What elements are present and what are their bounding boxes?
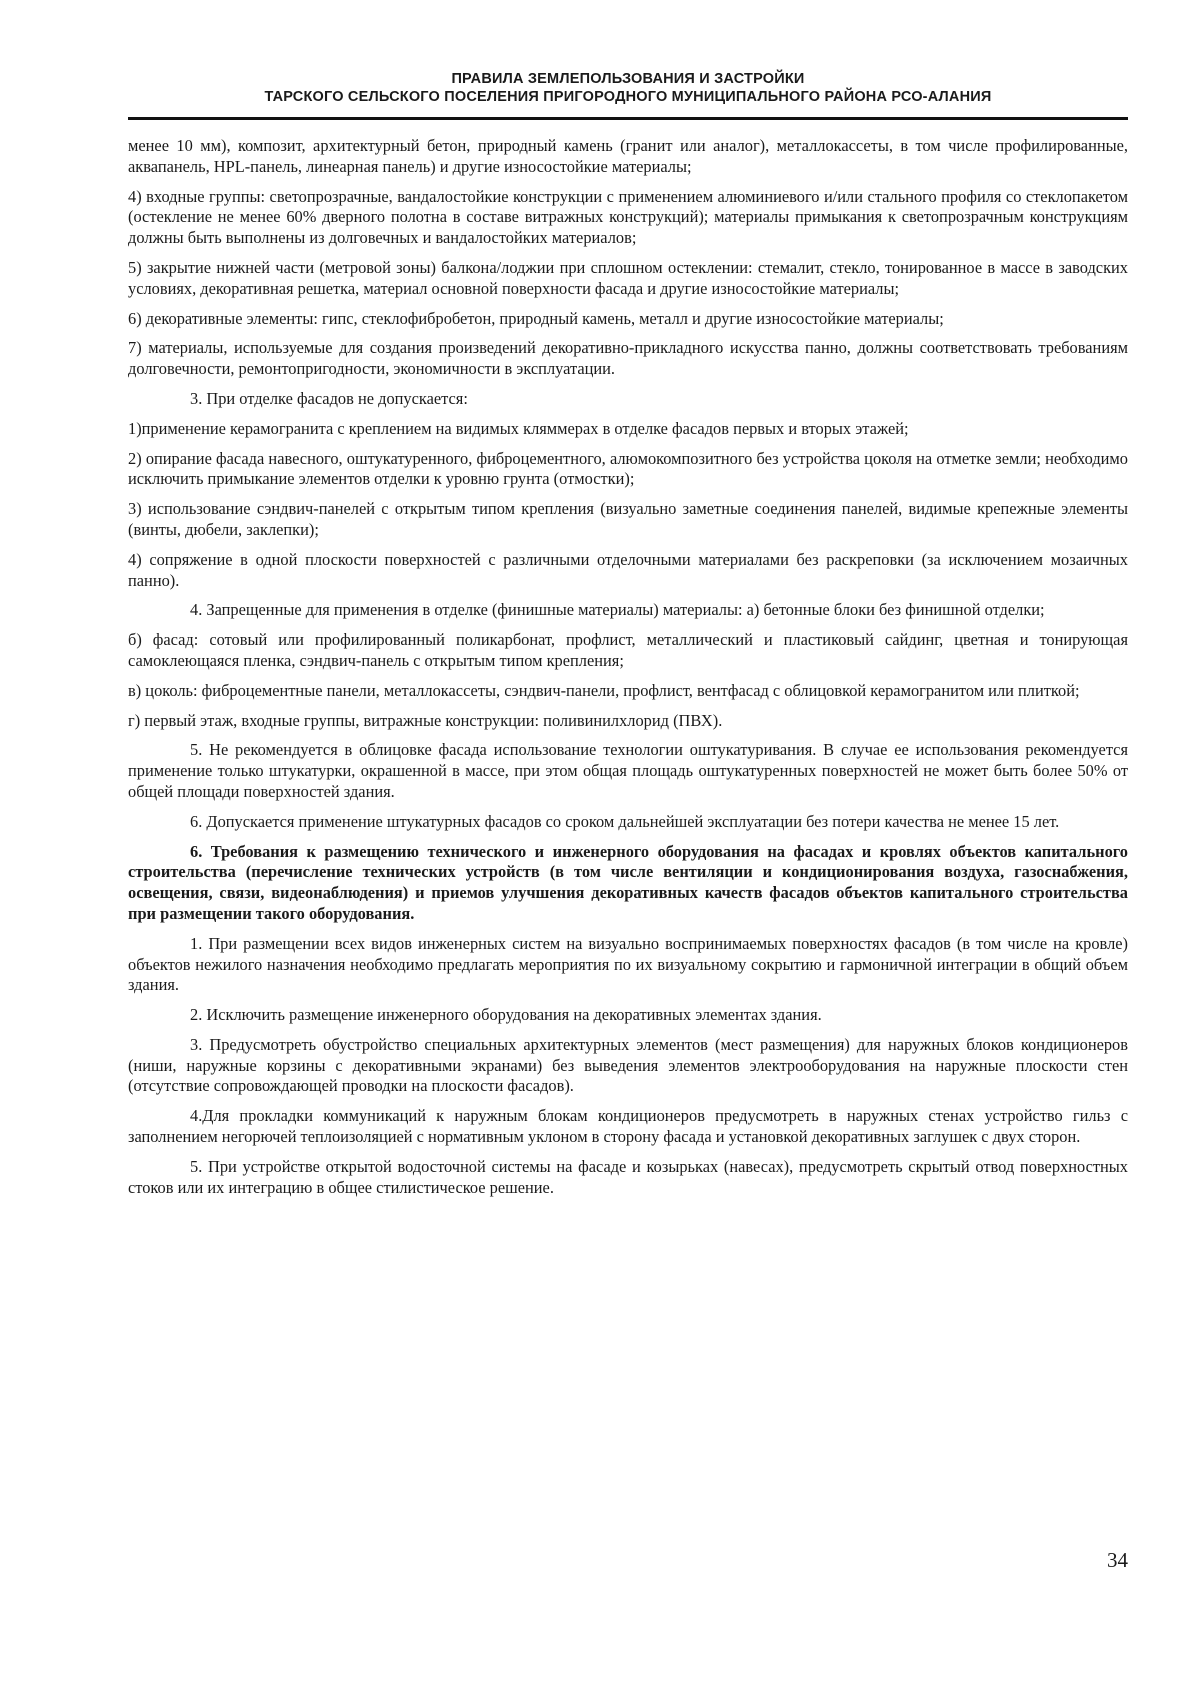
body-text bbox=[128, 136, 1128, 1207]
header-line-2: ТАРСКОГО СЕЛЬСКОГО ПОСЕЛЕНИЯ ПРИГОРОДНОГО МУНИЦИПАЛЬНОГО РАЙОНА РСО-АЛАНИЯ bbox=[264, 89, 992, 105]
header-rule bbox=[128, 117, 1128, 120]
paragraph: 1. При размещении всех видов инженерных систем на визуально воспринимаемых поверхностях фасадов (в том числе на кровле) объектов нежилого назначения необходимо предлагать мероприятия по их визуальному сокрытию и гармоничной интеграции в общий объем здания. bbox=[128, 933, 1128, 995]
paragraph: г) первый этаж, входные группы, витражные конструкции: поливинилхлорид (ПВХ). bbox=[128, 710, 723, 730]
paragraph: 4. Запрещенные для применения в отделке (финишные материалы) материалы: а) бетонные блоки без финишной отделки; bbox=[190, 600, 1045, 620]
header-line-1: ПРАВИЛА ЗЕМЛЕПОЛЬЗОВАНИЯ И ЗАСТРОЙКИ bbox=[451, 71, 805, 87]
paragraph: 4) входные группы: светопрозрачные, вандалостойкие конструкции с применением алюминиевого и/или стального профиля со стеклопакетом (остекление не менее 60% дверного полотна в составе витражных конструкций); материалы примыкания к светопрозрачным конструкциям должны быть выполнены из долговечных и вандалостойких материалов; bbox=[128, 186, 1128, 248]
paragraph: 5) закрытие нижней части (метровой зоны) балкона/лоджии при сплошном остеклении: стемалит, стекло, тонированное в массе в заводских условиях, декоративная решетка, материал основной поверхности фасада и другие износостойкие материалы; bbox=[128, 257, 1128, 298]
paragraph: 6) декоративные элементы: гипс, стеклофибробетон, природный камень, металл и другие износостойкие материалы; bbox=[128, 308, 944, 328]
section-heading: 6. Требования к размещению технического и инженерного оборудования на фасадах и кровлях объектов капитального строительства (перечисление технических устройств (в том числе вентиляции и кондиционирования воздуха, газоснабжения, освещения, связи, видеонаблюдения) и приемов улучшения декоративных качеств фасадов объектов капитального строительства при размещении такого оборудования. bbox=[128, 841, 1128, 923]
paragraph: 7) материалы, используемые для создания произведений декоративно-прикладного искусства панно, должны соответствовать требованиям долговечности, ремонтопригодности, экономичности в эксплуатации. bbox=[128, 338, 1128, 379]
running-header bbox=[128, 70, 1128, 106]
page-number: 34 bbox=[1107, 1548, 1128, 1572]
paragraph: 3. При отделке фасадов не допускается: bbox=[190, 388, 468, 408]
paragraph: б) фасад: сотовый или профилированный поликарбонат, профлист, металлический и пластиковый сайдинг, цветная и тонирующая самоклеющаяся пленка, сэндвич-панель с открытым типом крепления; bbox=[128, 630, 1128, 670]
paragraph: 6. Допускается применение штукатурных фасадов со сроком дальнейшей эксплуатации без потери качества не менее 15 лет. bbox=[190, 811, 1060, 831]
paragraph: 3) использование сэндвич-панелей с открытым типом крепления (визуально заметные соединения панелей, видимые крепежные элементы (винты, дюбели, заклепки); bbox=[128, 499, 1128, 539]
paragraph: в) цоколь: фиброцементные панели, металлокассеты, сэндвич-панели, профлист, вентфасад с облицовкой керамогранитом или плиткой; bbox=[128, 680, 1080, 700]
paragraph: менее 10 мм), композит, архитектурный бетон, природный камень (гранит или аналог), металлокассеты, в том числе профилированные, аквапанель, HPL-панель, линеарная панель) и другие износостойкие материалы; bbox=[128, 136, 1128, 176]
paragraph: 2) опирание фасада навесного, оштукатуренного, фиброцементного, алюмокомпозитного без устройства цоколя на отметке земли; необходимо исключить примыкание элементов отделки к уровню грунта (отмостки); bbox=[128, 448, 1128, 489]
paragraph: 5. Не рекомендуется в облицовке фасада использование технологии оштукатуривания. В случае ее использования рекомендуется применение только штукатурки, окрашенной в массе, при этом общая площадь оштукатуренных поверхностей не может быть более 50% от общей площади поверхностей здания. bbox=[128, 740, 1128, 801]
paragraph: 4) сопряжение в одной плоскости поверхностей с различными отделочными материалами без раскреповки (за исключением мозаичных панно). bbox=[128, 549, 1128, 590]
paragraph: 3. Предусмотреть обустройство специальных архитектурных элементов (мест размещения) для наружных блоков кондиционеров (ниши, наружные корзины с декоративными экранами) без выведения элементов электрооборудования на наружные плоскости стен (отсутствие сопровождающей проводки на плоскости фасадов). bbox=[128, 1034, 1128, 1096]
paragraph: 4.Для прокладки коммуникаций к наружным блокам кондиционеров предусмотреть в наружных стенах устройство гильз с заполнением негорючей теплоизоляцией с нормативным уклоном в сторону фасада и установкой декоративных заглушек с двух сторон. bbox=[128, 1106, 1128, 1147]
paragraph: 2. Исключить размещение инженерного оборудования на декоративных элементах здания. bbox=[190, 1005, 822, 1025]
paragraph: 5. При устройстве открытой водосточной системы на фасаде и козырьках (навесах), предусмотреть скрытый отвод поверхностных стоков или их интеграцию в общее стилистическое решение. bbox=[128, 1156, 1128, 1197]
paragraph: 1)применение керамогранита с креплением на видимых кляммерах в отделке фасадов первых и вторых этажей; bbox=[128, 418, 909, 438]
